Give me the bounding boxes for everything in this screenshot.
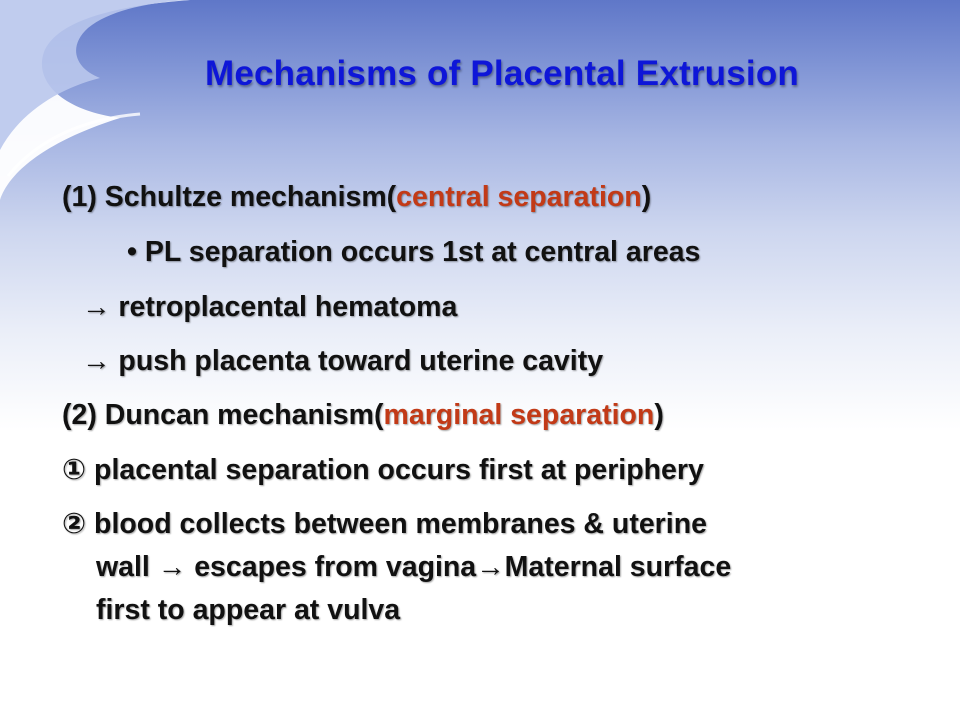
duncan-heading-suffix: ): [654, 399, 664, 431]
schultze-heading-accent: central separation: [396, 181, 642, 213]
duncan-point-2-line-2: wall → escapes from vagina→Maternal surface: [96, 551, 732, 583]
schultze-heading-prefix: (1) Schultze mechanism(: [62, 181, 397, 213]
schultze-step-2: → push placenta toward uterine cavity: [82, 345, 604, 377]
schultze-heading-suffix: ): [641, 181, 652, 213]
duncan-heading: [62, 398, 664, 432]
schultze-step-1: → retroplacental hematoma: [82, 291, 458, 323]
schultze-bullet: • PL separation occurs 1st at central areas: [127, 236, 701, 268]
duncan-heading-accent: marginal separation: [383, 399, 655, 431]
schultze-heading: [62, 180, 651, 214]
duncan-point-2-line-1: ② blood collects between membranes & uterine: [62, 508, 707, 540]
slide-title: Mechanisms of Placental Extrusion: [205, 54, 799, 93]
duncan-point-2-line-3: first to appear at vulva: [96, 594, 401, 626]
duncan-point-1: ① placental separation occurs first at periphery: [62, 454, 704, 486]
duncan-heading-prefix: (2) Duncan mechanism(: [62, 399, 384, 431]
